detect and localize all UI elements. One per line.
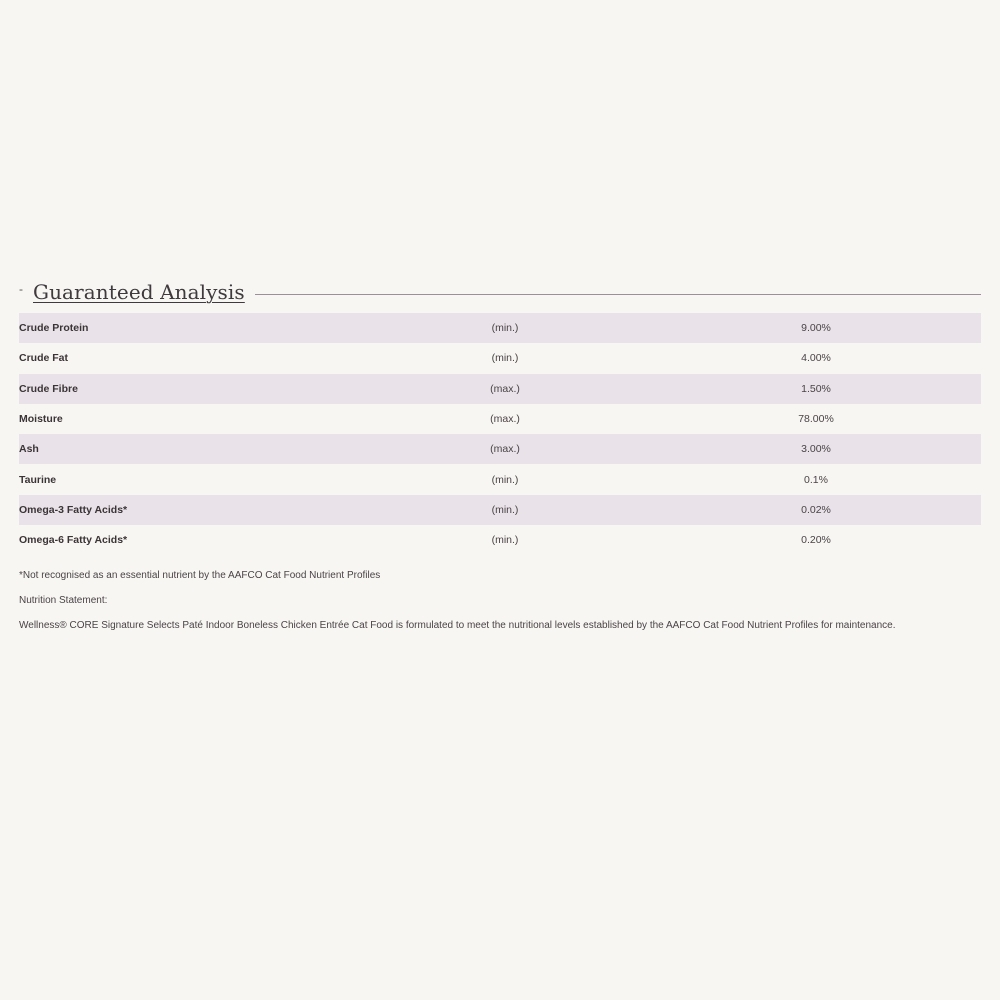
nutrient-value: 9.00% [651, 313, 981, 343]
nutrient-basis: (min.) [491, 534, 519, 547]
nutrient-name: Crude Fibre [19, 374, 359, 404]
nutrient-value: 0.1% [804, 473, 828, 486]
analysis-table [19, 313, 981, 555]
table-row [19, 525, 981, 555]
table-row [19, 464, 981, 494]
nutrient-name: Crude Protein [19, 313, 359, 343]
nutrient-basis: (min.) [491, 473, 519, 486]
nutrient-basis: (min.) [359, 495, 651, 525]
nutrient-name: Omega-3 Fatty Acids* [19, 495, 359, 525]
table-row [19, 434, 981, 464]
nutrient-value: 78.00% [798, 413, 834, 426]
table-row [19, 495, 981, 525]
nutrient-value: 0.20% [801, 534, 831, 547]
table-row [19, 343, 981, 373]
nutrient-basis: (max.) [359, 374, 651, 404]
header-divider [255, 294, 981, 295]
nutrient-basis: (min.) [359, 313, 651, 343]
nutrient-name: Crude Fat [19, 352, 69, 365]
section-title[interactable]: Guaranteed Analysis [33, 280, 245, 304]
nutrient-value: 3.00% [651, 434, 981, 464]
nutrient-value: 1.50% [651, 374, 981, 404]
nutrient-value: 4.00% [801, 352, 831, 365]
nutrient-name: Moisture [19, 413, 63, 426]
table-row [19, 404, 981, 434]
nutrition-statement-label: Nutrition Statement: [19, 595, 108, 607]
guaranteed-analysis-section [19, 277, 981, 644]
nutrient-name: Taurine [19, 473, 57, 486]
table-row [19, 374, 981, 404]
table-row [19, 313, 981, 343]
nutrient-value: 0.02% [651, 495, 981, 525]
nutrition-statement-text: Wellness® CORE Signature Selects Paté Indoor Boneless Chicken Entrée Cat Food is formulated to meet the nutritional levels established by the AAFCO Cat Food Nutrient Profiles for maintenance. [19, 620, 896, 632]
section-header[interactable] [19, 277, 981, 313]
analysis-notes [19, 569, 981, 632]
collapse-toggle-icon[interactable]: - [19, 282, 23, 296]
nutrient-basis: (max.) [359, 434, 651, 464]
aafco-footnote: *Not recognised as an essential nutrient by the AAFCO Cat Food Nutrient Profiles [19, 570, 381, 582]
nutrient-name: Omega-6 Fatty Acids* [19, 534, 128, 547]
nutrient-basis: (max.) [490, 413, 520, 426]
nutrient-basis: (min.) [491, 352, 519, 365]
nutrient-name: Ash [19, 434, 359, 464]
